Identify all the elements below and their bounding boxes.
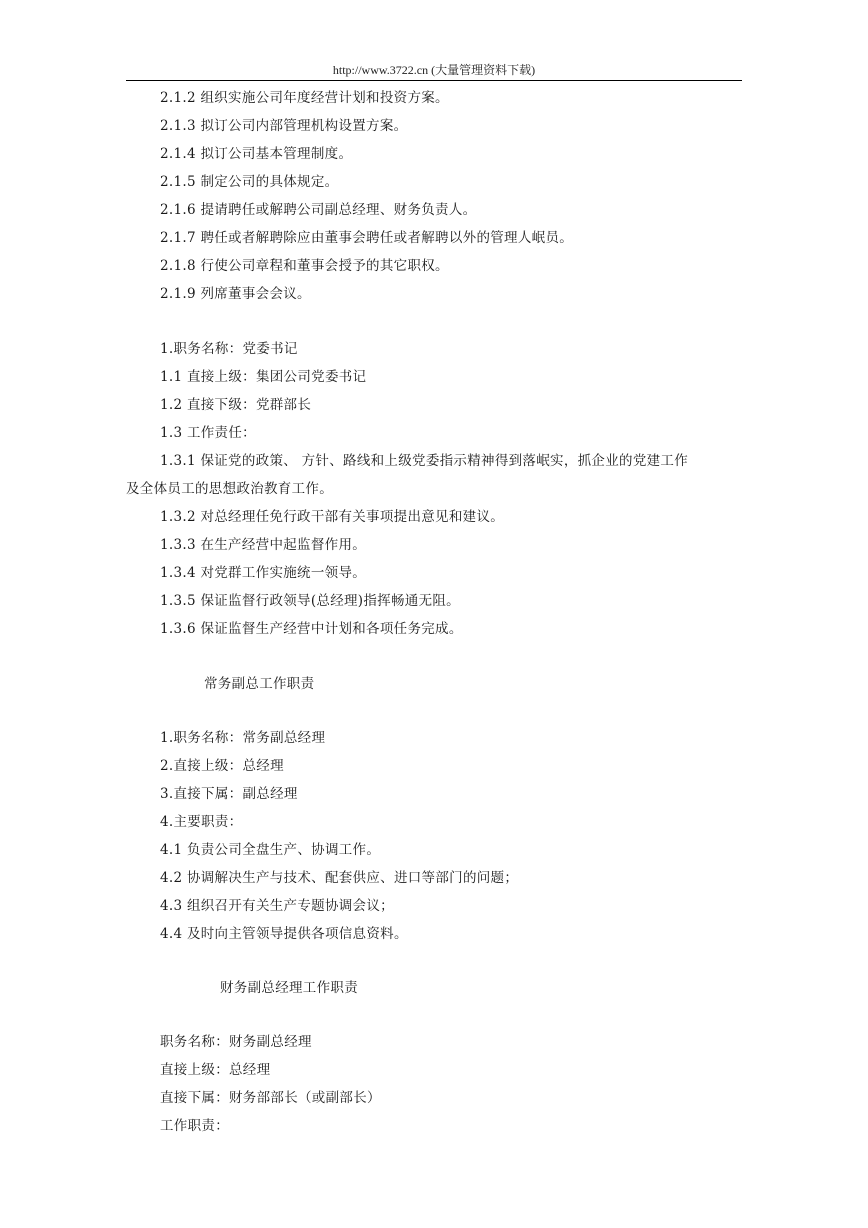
section-title: 财务副总经理工作职责 bbox=[220, 980, 358, 996]
exec-vp-line: 3.直接下属：副总经理 bbox=[160, 786, 298, 802]
party-secretary-line: 1.3.6 保证监督生产经营中计划和各项任务完成。 bbox=[160, 621, 463, 637]
exec-vp-line: 2.直接上级：总经理 bbox=[160, 758, 284, 774]
gm-duty-line: 2.1.6 提请聘任或解聘公司副总经理、财务负责人。 bbox=[160, 202, 477, 218]
party-secretary-line: 1.2 直接下级：党群部长 bbox=[160, 397, 312, 413]
exec-vp-line: 1.职务名称：常务副总经理 bbox=[160, 730, 326, 746]
gm-duty-line: 2.1.2 组织实施公司年度经营计划和投资方案。 bbox=[160, 90, 449, 106]
gm-duty-line: 2.1.8 行使公司章程和董事会授予的其它职权。 bbox=[160, 258, 449, 274]
exec-vp-line: 4.主要职责： bbox=[160, 814, 243, 830]
party-secretary-line: 及全体员工的思想政治教育工作。 bbox=[126, 481, 333, 497]
party-secretary-line: 1.3.5 保证监督行政领导(总经理)指挥畅通无阻。 bbox=[160, 593, 460, 609]
exec-vp-line: 4.4 及时向主管领导提供各项信息资料。 bbox=[160, 926, 408, 942]
party-secretary-line: 1.3 工作责任： bbox=[160, 425, 256, 441]
exec-vp-line: 4.1 负责公司全盘生产、协调工作。 bbox=[160, 842, 381, 858]
finance-vp-line: 工作职责： bbox=[160, 1118, 229, 1134]
finance-vp-line: 直接上级：总经理 bbox=[160, 1062, 271, 1078]
party-secretary-line: 1.3.3 在生产经营中起监督作用。 bbox=[160, 537, 367, 553]
party-secretary-line: 1.3.2 对总经理任免行政干部有关事项提出意见和建议。 bbox=[160, 509, 505, 525]
exec-vp-line: 4.2 协调解决生产与技术、配套供应、进口等部门的问题； bbox=[160, 870, 519, 886]
header-divider bbox=[126, 80, 742, 81]
party-secretary-line: 1.3.4 对党群工作实施统一领导。 bbox=[160, 565, 367, 581]
finance-vp-line: 直接下属：财务部部长（或副部长） bbox=[160, 1090, 381, 1106]
gm-duty-line: 2.1.5 制定公司的具体规定。 bbox=[160, 174, 339, 190]
party-secretary-line: 1.职务名称：党委书记 bbox=[160, 341, 298, 357]
section-title: 常务副总工作职责 bbox=[204, 676, 315, 692]
party-secretary-line: 1.1 直接上级：集团公司党委书记 bbox=[160, 369, 367, 385]
party-secretary-line: 1.3.1 保证党的政策、 方针、路线和上级党委指示精神得到落岷实，抓企业的党建工作 bbox=[160, 453, 689, 469]
gm-duty-line: 2.1.7 聘任或者解聘除应由董事会聘任或者解聘以外的管理人岷员。 bbox=[160, 230, 574, 246]
gm-duty-line: 2.1.3 拟订公司内部管理机构设置方案。 bbox=[160, 118, 408, 134]
finance-vp-line: 职务名称：财务副总经理 bbox=[160, 1034, 312, 1050]
gm-duty-line: 2.1.4 拟订公司基本管理制度。 bbox=[160, 146, 353, 162]
exec-vp-line: 4.3 组织召开有关生产专题协调会议； bbox=[160, 898, 394, 914]
gm-duty-line: 2.1.9 列席董事会会议。 bbox=[160, 286, 311, 302]
page-header[interactable]: http://www.3722.cn (大量管理资料下载) bbox=[332, 63, 536, 77]
